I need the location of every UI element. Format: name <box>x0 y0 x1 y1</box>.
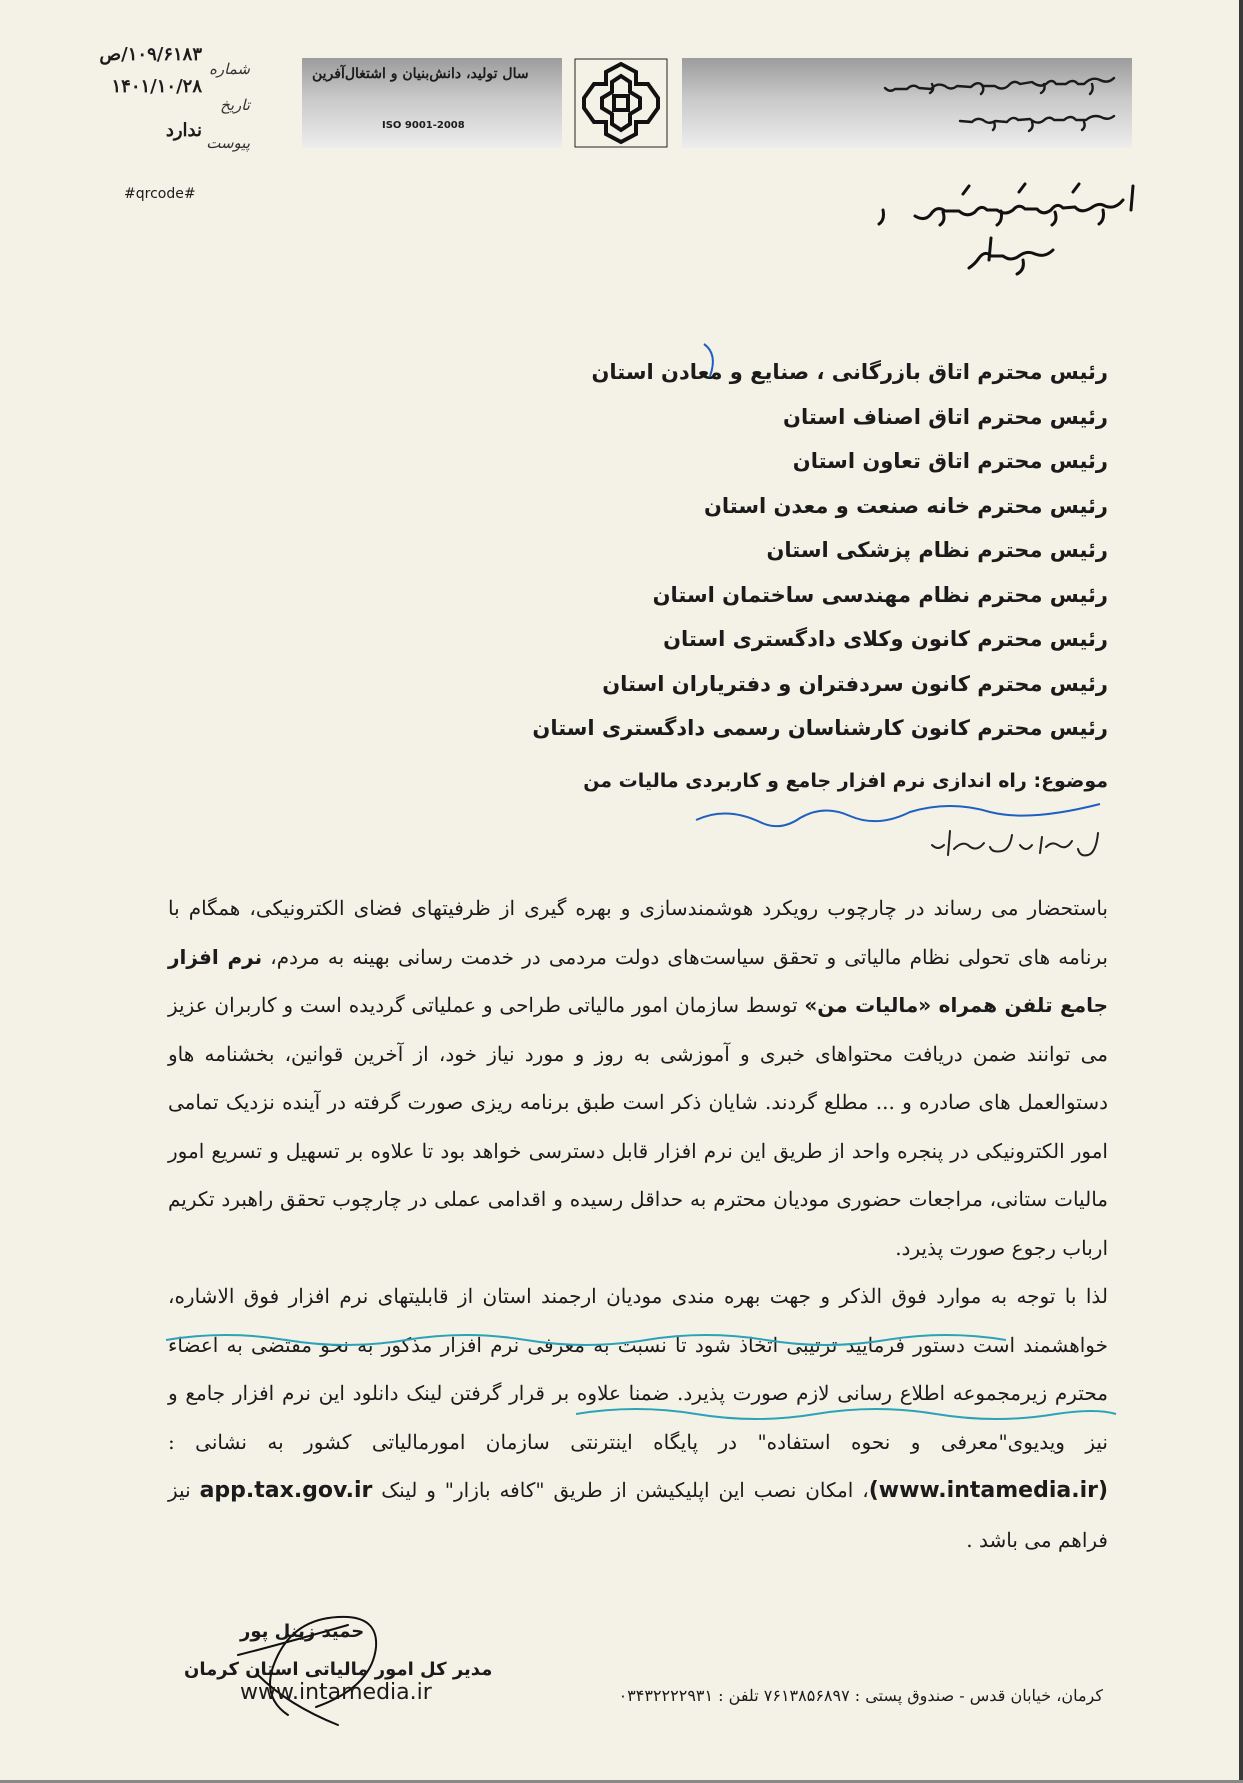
body-underline-2 <box>570 1404 1120 1424</box>
scan-edge-right <box>1239 0 1243 1783</box>
year-motto: سال تولید، دانش‌بنیان و اشتغال‌آفرین <box>312 66 529 82</box>
body-text: ، امکان نصب این اپلیکیشن از طریق "کافه بازار" و لینک <box>381 1478 869 1502</box>
addressee-item: رئیس محترم اتاق تعاون استان <box>792 449 1108 473</box>
letter-date: ۱۴۰۱/۱۰/۲۸ <box>111 76 202 97</box>
pen-check-mark <box>698 340 724 380</box>
office-header <box>823 180 1143 285</box>
addressee-item: رئیس محترم کانون سردفتران و دفتریاران استان <box>602 671 1108 696</box>
ministry-title <box>682 58 1132 148</box>
signatory-name: حمید زینل پور <box>240 1621 365 1642</box>
addressee-item: رئیس محترم خانه صنعت و معدن استان <box>703 493 1108 518</box>
attachment-value: ندارد <box>165 120 202 141</box>
app-url[interactable]: app.tax.gov.ir <box>199 1478 373 1503</box>
letter-number: ۱۰۹/۶۱۸۳/ص <box>99 44 202 65</box>
addressee-item: رئیس محترم اتاق اصناف استان <box>783 404 1108 429</box>
addressee-item: رئیس محترم کانون وکلای دادگستری استان <box>663 627 1108 651</box>
subject-line: موضوع: راه اندازی نرم افزار جامع و کاربردی مالیات من <box>583 770 1108 792</box>
letterhead-band-left <box>302 58 562 148</box>
body-text: نیز فراهم می باشد . <box>168 1478 1108 1552</box>
website-url[interactable]: (www.intamedia.ir) <box>868 1478 1109 1503</box>
number-label: شماره <box>209 60 250 78</box>
salutation-handwritten <box>926 823 1106 863</box>
letterhead-band <box>302 58 1132 148</box>
iso-label: ISO 9001-2008 <box>382 120 465 131</box>
body-paragraph-1 <box>168 884 1108 1272</box>
addressee-item: رئیس محترم اتاق بازرگانی ، صنایع و معادن استان <box>591 360 1108 384</box>
footer-address: کرمان، خیابان قدس - صندوق پستی : ۷۶۱۳۸۵۶۸۹۷ تلفن : ۰۳۴۳۲۲۲۲۹۳۱ <box>618 1686 1103 1705</box>
addressee-item: رئیس محترم کانون کارشناسان رسمی دادگستری استان <box>532 716 1108 740</box>
addressee-list <box>348 350 1108 751</box>
qr-placeholder: #qrcode# <box>124 186 196 202</box>
attachment-label: پیوست <box>206 134 250 152</box>
addressee-item: رئیس محترم نظام پزشکی استان <box>766 538 1108 562</box>
body-underline-1 <box>160 1330 1120 1350</box>
body-text: لذا با توجه به موارد فوق الذکر و جهت بهره مندی مودیان ارجمند استان از قابلیتهای نرم افزار فوق الاشاره، خواهشمند است دستور فرمایید ترتیبی اتخاذ شود تا نسبت به معرفی نرم افزار مذکور به نحو مقتضی به اعضاء محترم زیرمجموعه اطلاع رسانی لازم صورت پذیرد. ضمنا علاوه بر قرار گرفتن لینک دانلود این نرم افزار جامع و نیز ویدیوی"معرفی و نحوه استفاده" در پایگاه اینترنتی سازمان امورمالیاتی کشور به نشانی : <box>168 1284 1109 1454</box>
letterhead-band-right <box>682 58 1132 148</box>
footer-website[interactable]: www.intamedia.ir <box>240 1680 432 1705</box>
signature-block <box>178 1615 493 1730</box>
addressee-item: رئیس محترم نظام مهندسی ساختمان استان <box>652 582 1108 607</box>
letter-body <box>168 884 1108 1564</box>
app-name-highlight: نرم افزار جامع تلفن همراه «مالیات من» <box>168 944 1109 1017</box>
signatory-title: مدیر کل امور مالیاتی استان کرمان <box>184 1659 493 1680</box>
body-text: باستحضار می رساند در چارچوب رویکرد هوشمندسازی و بهره گیری از ظرفیتهای فضای الکترونیکی، همگام با برنامه های تحولی نظام مالیاتی و تحقق سیاست‌های دولت مردمی در خدمت رسانی بهینه به مردم، <box>168 896 1109 969</box>
body-text: توسط سازمان امور مالیاتی طراحی و عملیاتی گردیده است و کاربران عزیز می توانند ضمن دریافت محتواهای خبری و آموزشی به روز و مورد نیاز خود، از آخرین قوانین، بخشنامه هاو دستوالعمل های صادره و ... مطلع گردند. شایان ذکر است طبق برنامه ریزی صورت گرفته در آینده نزدیک تمامی امور الکترونیکی در پنجره واحد از طریق این نرم افزار قابل دسترسی خواهد بود تا علاوه بر تسهیل و تسریع امور مالیات ستانی، مراجعات حضوری مودیان محترم به حداقل رسیده و اقدامی عملی در چارچوب تحقق راهبرد تکریم ارباب رجوع صورت پذیرد. <box>168 993 1108 1260</box>
reference-block <box>60 38 250 158</box>
tax-emblem-icon <box>574 58 668 148</box>
date-label: تاریخ <box>220 96 250 114</box>
